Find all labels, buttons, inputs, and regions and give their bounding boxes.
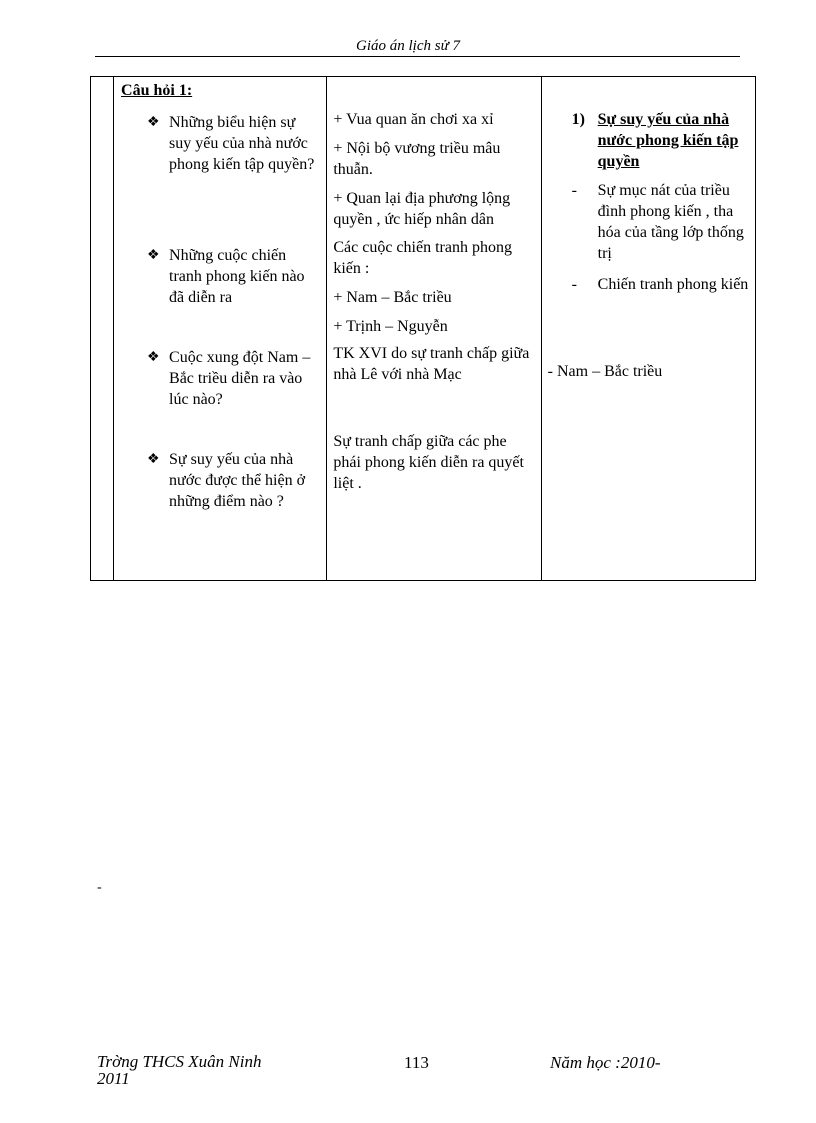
page-header-title: Giáo án lịch sử 7 bbox=[355, 38, 460, 54]
answer-column bbox=[327, 77, 541, 581]
note-extra: - Nam – Bắc triều bbox=[547, 363, 663, 380]
question-item bbox=[114, 347, 326, 410]
header-rule bbox=[95, 56, 740, 57]
notes-column bbox=[541, 77, 755, 581]
question-text: Sự suy yếu của nhà nước được thể hiện ở những điểm nào ? bbox=[169, 451, 306, 510]
footer-school-name: Trờng THCS Xuân Ninh bbox=[97, 1052, 262, 1071]
question-item bbox=[114, 245, 326, 308]
footer-school bbox=[97, 1053, 261, 1087]
margin-column bbox=[91, 77, 114, 581]
answer-line: + Quan lại địa phương lộng quyền , ức hiếp nhân dân bbox=[333, 190, 511, 228]
note-item bbox=[542, 180, 755, 264]
section-number: 1) bbox=[571, 111, 585, 128]
table-row bbox=[91, 77, 756, 581]
question-text: Những biểu hiện sự suy yếu của nhà nước phong kiến tập quyền? bbox=[169, 114, 315, 173]
note-item bbox=[542, 274, 755, 295]
answer-line: Các cuộc chiến tranh phong kiến : bbox=[333, 239, 512, 277]
stray-dash-mark: - bbox=[97, 880, 102, 895]
answer-line: + Nam – Bắc triều bbox=[333, 289, 452, 306]
lesson-table bbox=[90, 76, 756, 581]
question-text: Những cuộc chiến tranh phong kiến nào đã diễn ra bbox=[169, 247, 305, 306]
section-title bbox=[542, 109, 755, 172]
diamond-bullet-icon: ❖ bbox=[147, 115, 160, 130]
answer-line: Sự tranh chấp giữa các phe phái phong kiến diễn ra quyết liệt . bbox=[333, 433, 524, 492]
answer-line: + Vua quan ăn chơi xa xỉ bbox=[333, 111, 494, 128]
footer-year-continuation: 2011 bbox=[97, 1069, 130, 1088]
page-number: 113 bbox=[404, 1053, 429, 1072]
question-item bbox=[114, 112, 326, 175]
answer-line: + Nội bộ vương triều mâu thuẫn. bbox=[333, 140, 501, 178]
question-column bbox=[114, 77, 327, 581]
diamond-bullet-icon: ❖ bbox=[147, 452, 160, 467]
section-title-text: Sự suy yếu của nhà nước phong kiến tập quyền bbox=[597, 111, 739, 170]
dash-marker: - bbox=[571, 182, 577, 199]
footer-school-year: Năm học :2010- bbox=[550, 1053, 661, 1072]
answer-line: + Trịnh – Nguyễn bbox=[333, 318, 448, 335]
question-text: Cuộc xung đột Nam – Bắc triều diễn ra vào lúc nào? bbox=[169, 349, 311, 408]
dash-marker: - bbox=[571, 276, 577, 293]
note-text: Sự mục nát của triều đình phong kiến , tha hóa của tầng lớp thống trị bbox=[597, 182, 744, 262]
diamond-bullet-icon: ❖ bbox=[147, 350, 160, 365]
question-item bbox=[114, 449, 326, 512]
answer-line: TK XVI do sự tranh chấp giữa nhà Lê với nhà Mạc bbox=[333, 345, 530, 383]
question-heading: Câu hỏi 1: bbox=[121, 82, 193, 99]
diamond-bullet-icon: ❖ bbox=[147, 248, 160, 263]
note-text: Chiến tranh phong kiến bbox=[597, 276, 749, 293]
